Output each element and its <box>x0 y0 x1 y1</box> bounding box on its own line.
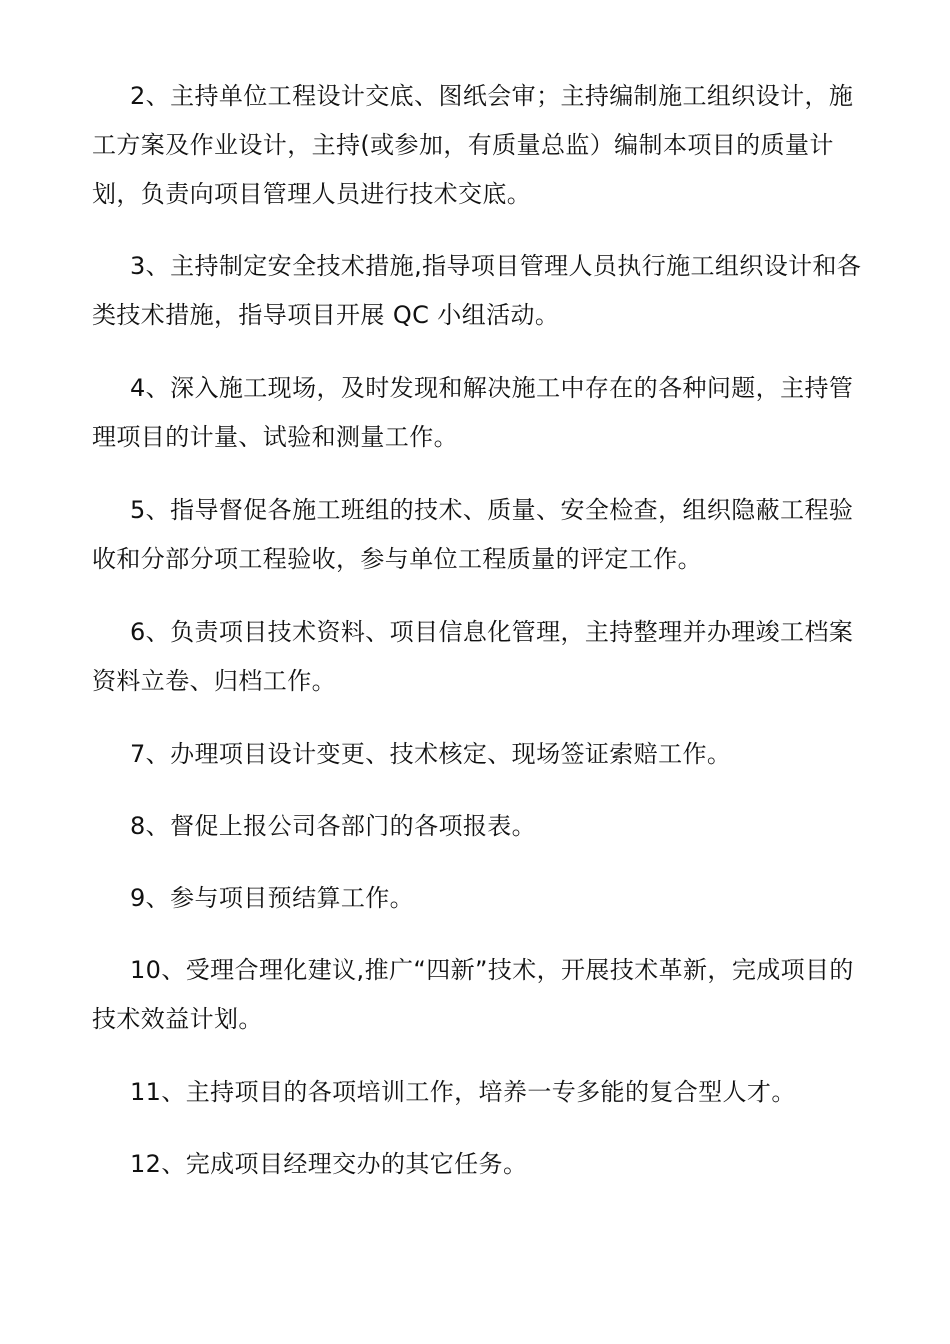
list-item-12: 12、完成项目经理交办的其它任务。 <box>130 1150 528 1178</box>
list-item-3: 3、主持制定安全技术措施,指导项目管理人员执行施工组织设计和各类技术措施，指导项目开展 QC 小组活动。 <box>92 252 862 329</box>
list-item-8: 8、督促上报公司各部门的各项报表。 <box>130 812 537 840</box>
list-item-7: 7、办理项目设计变更、技术核定、现场签证索赔工作。 <box>130 740 732 768</box>
list-item-6: 6、负责项目技术资料、项目信息化管理，主持整理并办理竣工档案资料立卷、归档工作。 <box>92 618 854 695</box>
list-item-4: 4、深入施工现场，及时发现和解决施工中存在的各种问题，主持管理项目的计量、试验和测量工作。 <box>92 374 854 451</box>
list-item-5: 5、指导督促各施工班组的技术、质量、安全检查，组织隐蔽工程验收和分部分项工程验收，参与单位工程质量的评定工作。 <box>92 496 854 573</box>
list-item-9: 9、参与项目预结算工作。 <box>130 884 415 912</box>
list-item-10: 10、受理合理化建议,推广“四新”技术，开展技术革新，完成项目的技术效益计划。 <box>92 956 854 1033</box>
list-item-2: 2、主持单位工程设计交底、图纸会审；主持编制施工组织设计，施工方案及作业设计，主持(或参加，有质量总监）编制本项目的质量计划，负责向项目管理人员进行技术交底。 <box>92 82 854 208</box>
list-item-11: 11、主持项目的各项培训工作，培养一专多能的复合型人才。 <box>130 1078 796 1106</box>
